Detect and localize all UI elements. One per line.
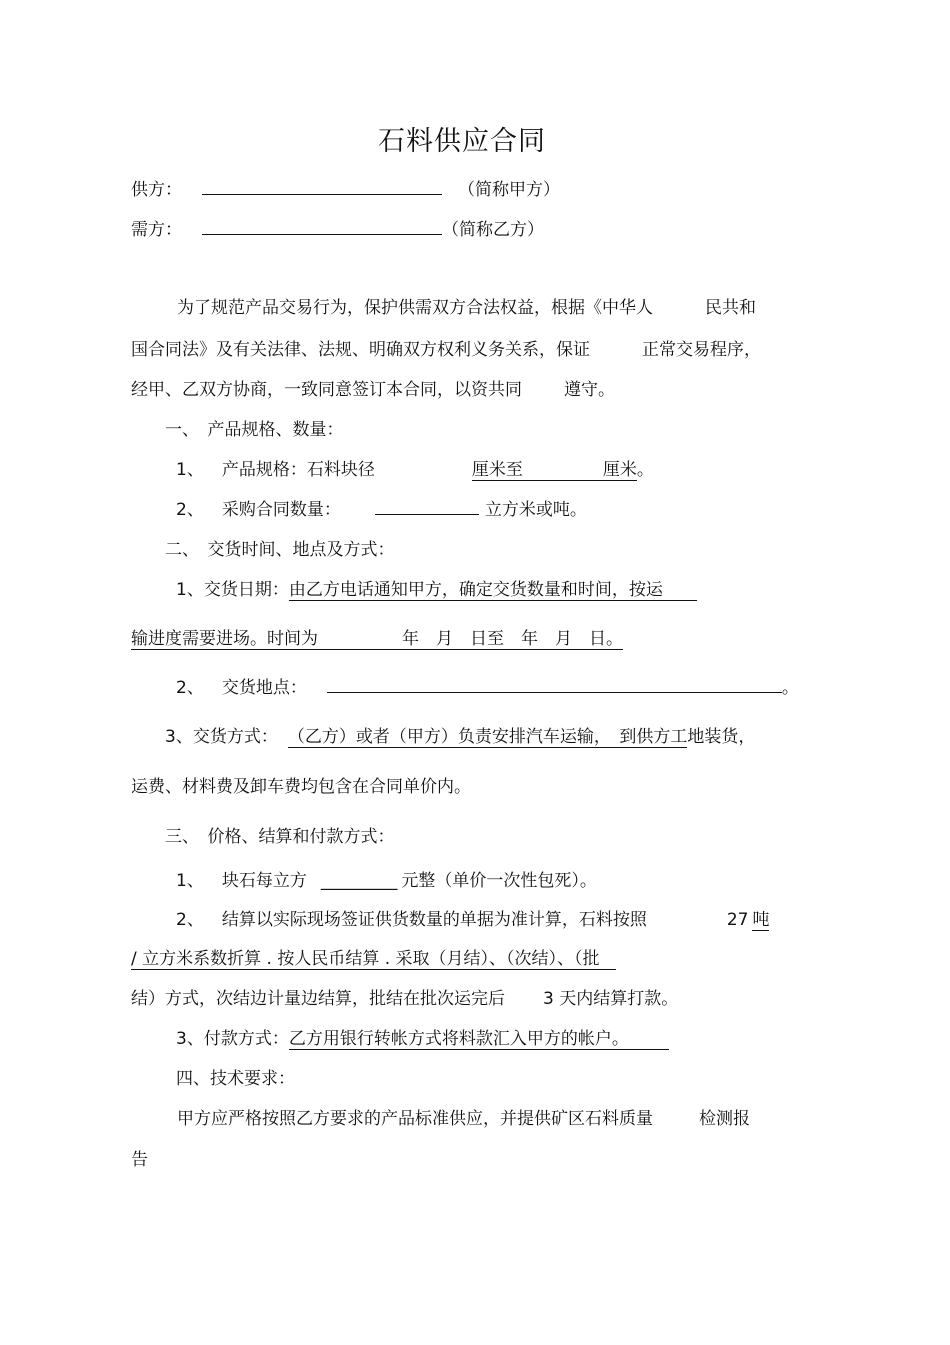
spec-range-end: 厘米	[602, 460, 637, 480]
settlement-text: / 立方米系数折算 . 按人民币结算 . 采取（月结）、（次结）、（批	[131, 949, 616, 970]
tech-requirement-text: 检测报	[699, 1109, 750, 1129]
buyer-name-line	[202, 233, 442, 235]
preamble-line-1	[177, 298, 756, 318]
quantity-row	[176, 500, 587, 520]
spec-period: 。	[636, 460, 654, 480]
delivery-date-text: 由乙方电话通知甲方，确定交货数量和时间，按运	[289, 580, 697, 601]
page-title: 石料供应合同	[378, 126, 546, 157]
settlement-text: 结算以实际现场签证供货数量的单据为准计算，石料按照	[221, 910, 647, 930]
tech-requirement-row-2: 告	[131, 1150, 148, 1170]
price-blank: _________	[320, 871, 398, 891]
delivery-place-period: 。	[781, 678, 799, 698]
preamble-text: 民共和	[705, 298, 756, 318]
item-number: 2、	[176, 910, 204, 930]
supplier-label: 供方：	[131, 180, 182, 200]
buyer-row	[131, 220, 544, 240]
spec-range-start: 厘米至	[471, 460, 523, 480]
tech-requirement-text: 甲方应严格按照乙方要求的产品标准供应，并提供矿区石料质量	[177, 1109, 653, 1129]
settlement-deadline: 3 天内结算打款。	[543, 989, 679, 1009]
delivery-method-label: 3、交货方式：	[165, 727, 278, 747]
spec-row	[176, 460, 654, 481]
item-number: 1、	[176, 460, 204, 480]
spec-blank	[523, 460, 603, 481]
preamble-text: 经甲、乙双方协商，一致同意签订本合同，以资共同	[131, 380, 522, 400]
delivery-date-period	[131, 629, 623, 650]
supplier-row	[131, 180, 560, 200]
price-label: 块石每立方	[221, 871, 307, 891]
settlement-text: 结）方式，次结边计量边结算，批结在批次运完后	[131, 989, 505, 1009]
preamble-text: 为了规范产品交易行为，保护供需双方合法权益，根据《中华人	[177, 298, 653, 318]
buyer-note: （简称乙方）	[442, 220, 544, 240]
delivery-method-end: 地装货，	[687, 727, 756, 747]
delivery-place-label: 交货地点：	[221, 678, 307, 698]
payment-label: 3、付款方式：	[176, 1029, 289, 1049]
section-1-heading: 一、 产品规格、数量：	[165, 420, 344, 440]
supplier-note: （简称甲方）	[458, 180, 560, 200]
quantity-label: 采购合同数量：	[221, 500, 341, 520]
quantity-unit: 立方米或吨。	[484, 500, 587, 520]
section-3-heading: 三、 价格、结算和付款方式：	[165, 827, 395, 847]
delivery-method-row	[165, 727, 755, 748]
settlement-row-3	[131, 989, 678, 1009]
payment-text: 乙方用银行转帐方式将料款汇入甲方的帐户。	[289, 1029, 669, 1050]
settlement-unit: 吨	[752, 910, 770, 930]
settlement-coefficient: 27	[726, 910, 749, 930]
item-number: 2、	[176, 500, 204, 520]
tech-requirement-row	[177, 1109, 750, 1129]
item-number: 1、	[176, 871, 204, 891]
delivery-place-blank	[327, 691, 782, 693]
item-number: 2、	[176, 678, 204, 698]
preamble-line-3	[131, 380, 615, 400]
quantity-blank	[375, 513, 479, 515]
buyer-label: 需方：	[131, 220, 182, 240]
settlement-row-2	[131, 949, 616, 970]
delivery-method-text: （乙方）或者（甲方）负责安排汽车运输， 到供方工	[287, 727, 688, 747]
delivery-date-range: 年 月 日至 年 月 日。	[402, 629, 623, 649]
delivery-date-label: 1、交货日期：	[176, 580, 289, 600]
delivery-date-row-2	[131, 629, 623, 650]
preamble-text: 正常交易程序，	[642, 340, 761, 360]
payment-row	[176, 1029, 669, 1050]
delivery-date-text: 输进度需要进场。时间为	[131, 629, 318, 649]
preamble-text: 国合同法》及有关法律、法规、明确双方权利义务关系，保证	[131, 340, 590, 360]
settlement-row	[176, 910, 769, 931]
delivery-date-row	[176, 580, 697, 601]
supplier-name-line	[202, 193, 442, 195]
price-row	[176, 871, 597, 891]
spec-label: 产品规格：石料块径	[221, 460, 375, 480]
preamble-line-2	[131, 340, 761, 360]
preamble-text: 遵守。	[564, 380, 615, 400]
price-unit: 元整（单价一次性包死）。	[401, 871, 597, 891]
section-2-heading: 二、 交货时间、地点及方式：	[165, 540, 395, 560]
delivery-place-row	[176, 678, 799, 698]
delivery-method-row-2: 运费、材料费及卸车费均包含在合同单价内。	[131, 777, 471, 797]
section-4-heading: 四、技术要求：	[176, 1069, 295, 1089]
